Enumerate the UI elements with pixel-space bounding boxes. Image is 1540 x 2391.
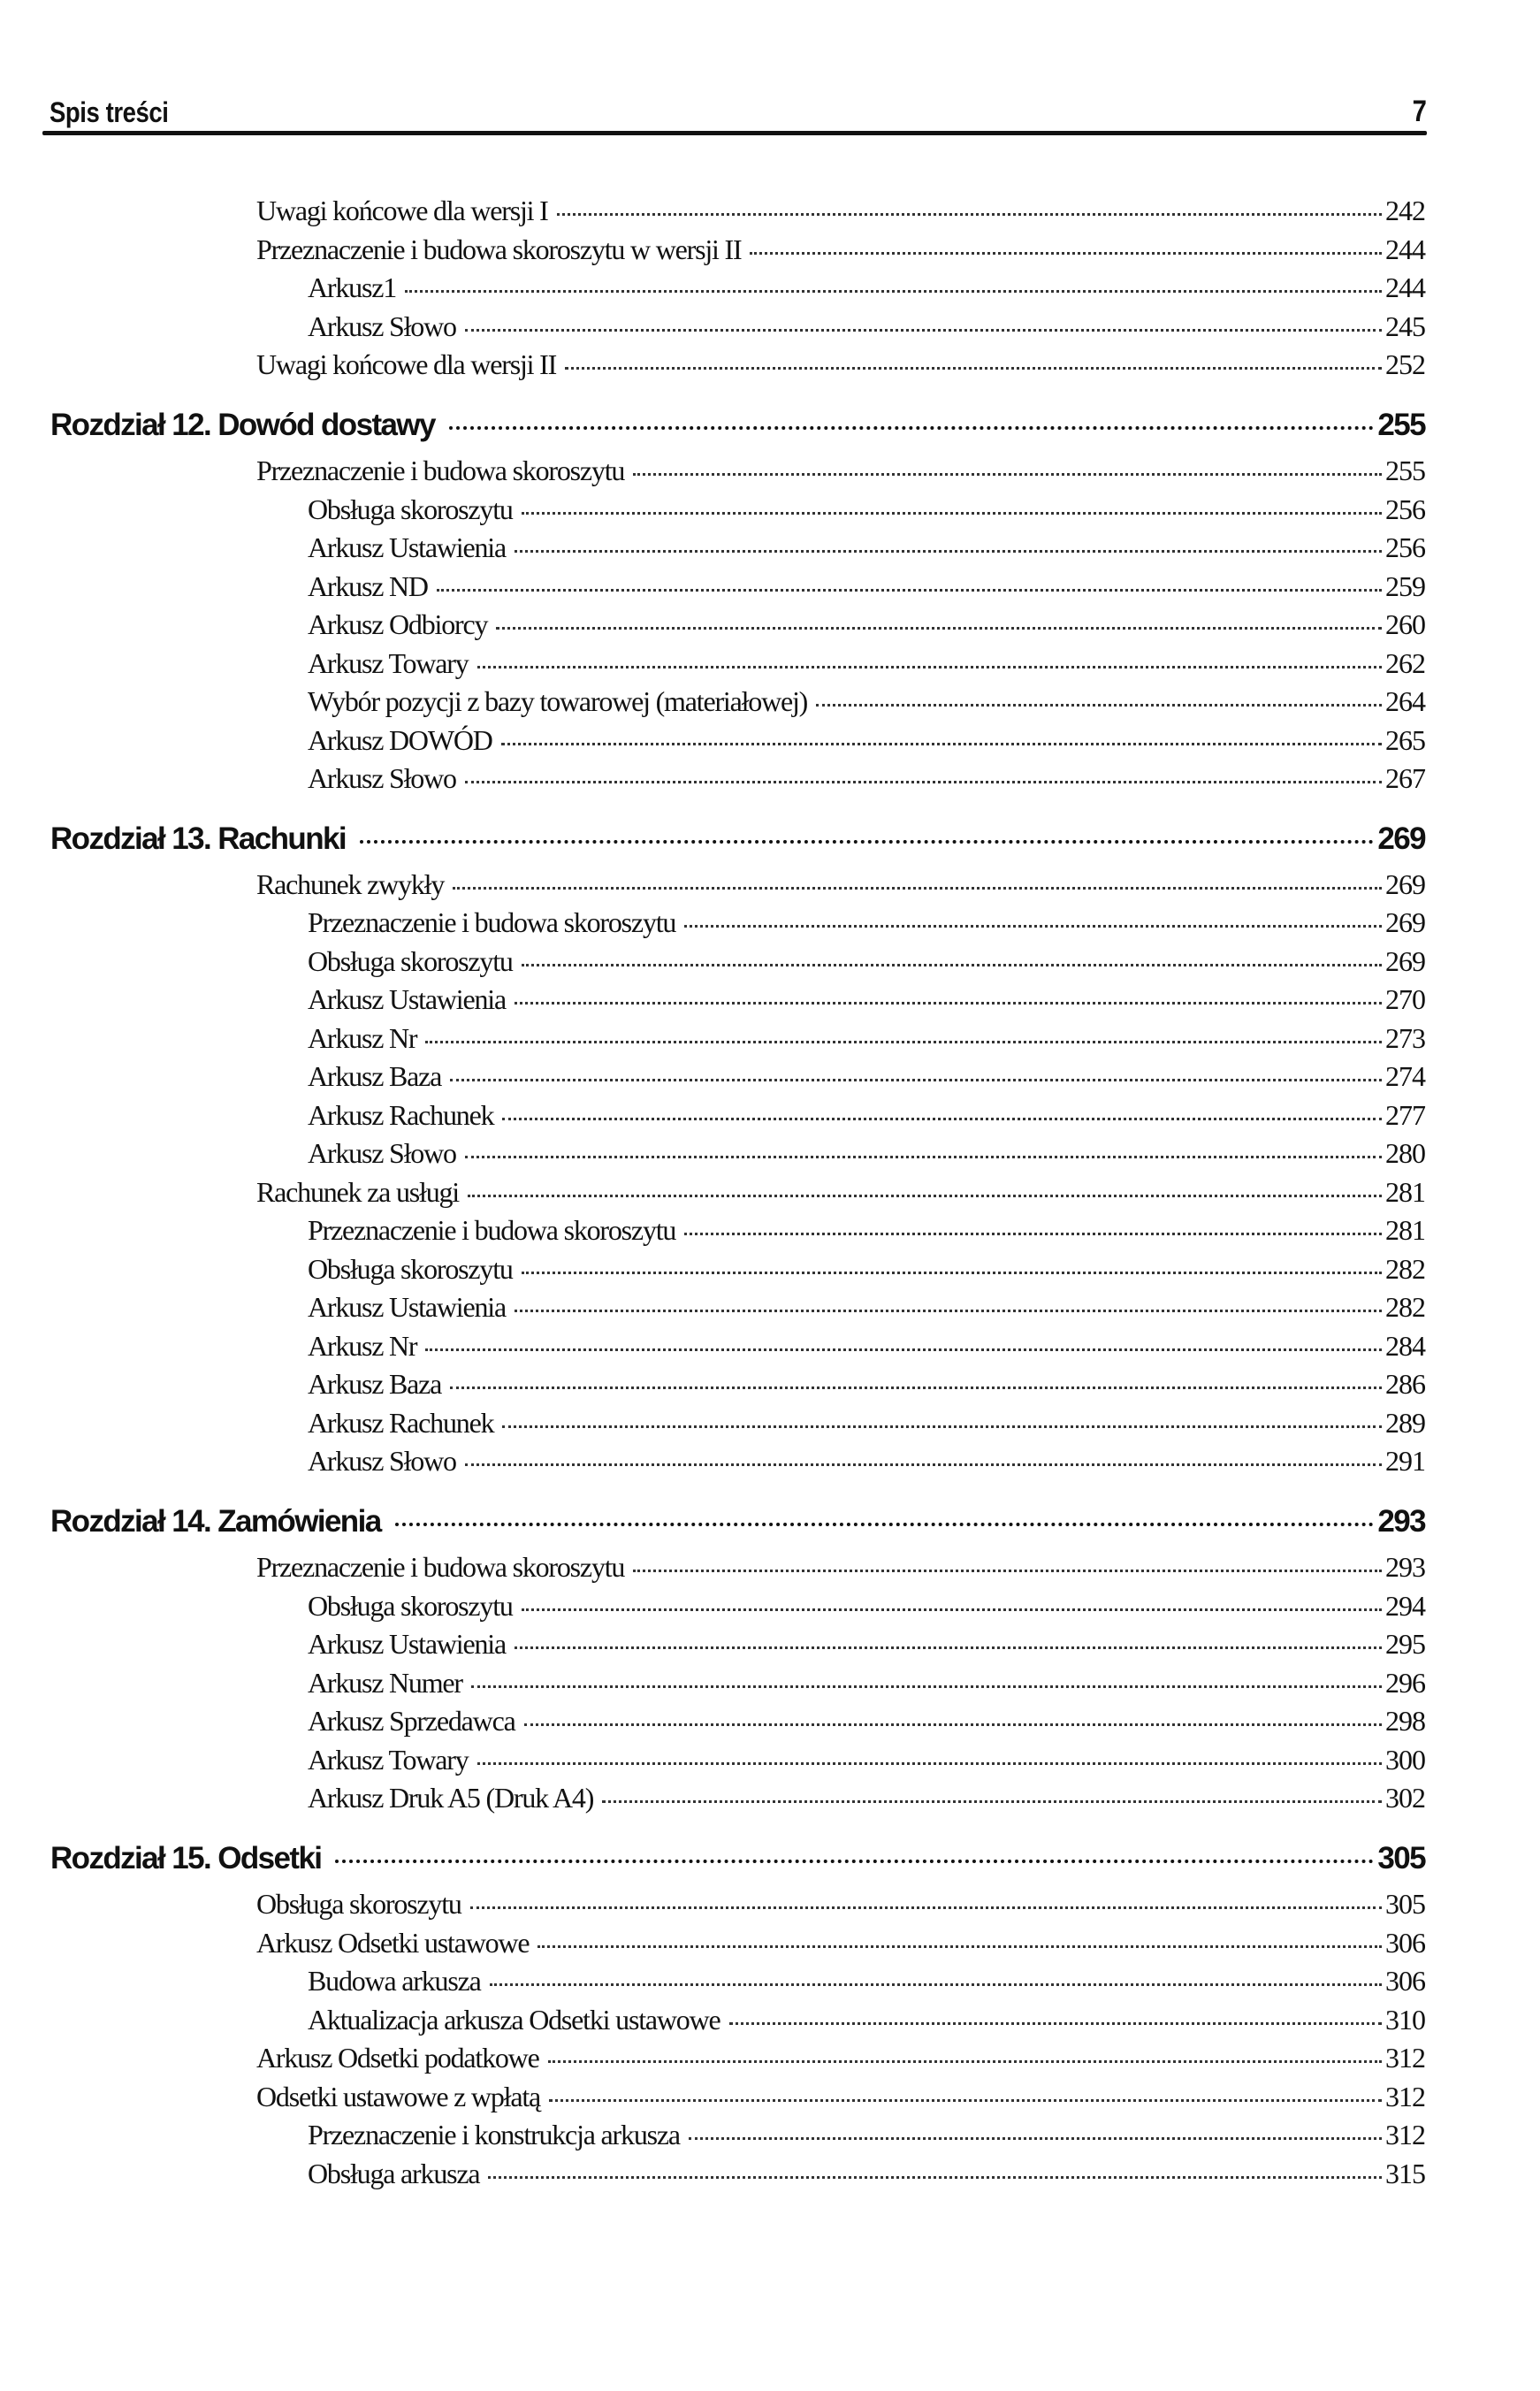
dot-leader xyxy=(557,212,1382,216)
toc-entry-page-number: 269 xyxy=(1377,821,1425,856)
dot-leader xyxy=(450,1386,1382,1389)
toc-entry-label: Arkusz Rachunek xyxy=(308,1407,494,1439)
toc-chapter-heading[interactable] xyxy=(50,821,1425,857)
dot-leader xyxy=(689,2136,1382,2140)
toc-entry-page-number: 306 xyxy=(1385,1927,1425,1959)
toc-entry-label: Budowa arkusza xyxy=(308,1965,481,1997)
dot-leader xyxy=(729,2021,1382,2025)
toc-entry[interactable] xyxy=(256,233,1425,266)
dot-leader xyxy=(522,1608,1382,1611)
toc-entry[interactable] xyxy=(256,348,1425,381)
toc-entry[interactable] xyxy=(308,1368,1425,1401)
dot-leader xyxy=(684,1232,1382,1235)
toc-entry-page-number: 256 xyxy=(1385,493,1425,525)
dot-leader xyxy=(502,1425,1382,1428)
toc-entry-label: Arkusz DOWÓD xyxy=(308,724,492,756)
toc-entry-page-number: 264 xyxy=(1385,685,1425,717)
dot-leader xyxy=(488,2175,1382,2179)
toc-entry-page-number: 305 xyxy=(1377,1841,1425,1875)
dot-leader xyxy=(437,588,1382,592)
toc-entry[interactable] xyxy=(308,1099,1425,1132)
toc-entry-label: Arkusz Słowo xyxy=(308,1137,456,1169)
running-header xyxy=(50,88,1427,129)
dot-leader xyxy=(515,549,1382,553)
toc-entry[interactable] xyxy=(308,1965,1425,1998)
toc-entry-label: Arkusz Ustawienia xyxy=(308,983,506,1015)
toc-entry-page-number: 255 xyxy=(1385,455,1425,486)
toc-entry-label: Arkusz Odbiorcy xyxy=(308,608,488,640)
toc-entry-page-number: 256 xyxy=(1385,531,1425,563)
toc-entry-page-number: 259 xyxy=(1385,570,1425,602)
toc-entry-label: Arkusz Nr xyxy=(308,1330,417,1362)
toc-entry-label: Uwagi końcowe dla wersji II xyxy=(256,348,557,380)
dot-leader xyxy=(465,1155,1382,1158)
toc-entry-label: Odsetki ustawowe z wpłatą xyxy=(256,2081,541,2112)
page-number: 7 xyxy=(1412,95,1427,128)
toc-entry-label: Obsługa skoroszytu xyxy=(256,1888,461,1920)
toc-entry[interactable] xyxy=(308,724,1425,757)
dot-leader xyxy=(565,366,1382,370)
dot-leader xyxy=(537,1944,1382,1948)
toc-entry-page-number: 293 xyxy=(1377,1504,1425,1539)
toc-entry-page-number: 302 xyxy=(1385,1782,1425,1814)
toc-chapter-heading[interactable] xyxy=(50,408,1425,443)
toc-entry-page-number: 244 xyxy=(1385,233,1425,265)
dot-leader xyxy=(449,425,1375,430)
toc-entry-page-number: 300 xyxy=(1385,1744,1425,1776)
dot-leader xyxy=(471,1684,1382,1688)
dot-leader xyxy=(496,626,1382,630)
toc-entry[interactable] xyxy=(308,1022,1425,1055)
toc-entry-label: Arkusz Słowo xyxy=(308,1445,456,1477)
toc-entry-label: Arkusz Rachunek xyxy=(308,1099,494,1131)
toc-entry[interactable] xyxy=(256,2081,1425,2113)
dot-leader xyxy=(335,1859,1374,1863)
toc-entry-page-number: 269 xyxy=(1385,868,1425,900)
toc-entry-page-number: 305 xyxy=(1385,1888,1425,1920)
toc-entry-page-number: 282 xyxy=(1385,1253,1425,1285)
toc-entry-label: Obsługa skoroszytu xyxy=(308,945,513,977)
dot-leader xyxy=(515,1309,1382,1312)
toc-entry-label: Arkusz Ustawienia xyxy=(308,531,506,563)
toc-chapter-heading[interactable] xyxy=(50,1504,1425,1539)
toc-entry[interactable] xyxy=(256,455,1425,487)
dot-leader xyxy=(465,328,1382,332)
dot-leader xyxy=(549,2098,1382,2102)
toc-entry-label: Przeznaczenie i konstrukcja arkusza xyxy=(308,2119,680,2150)
toc-entry-label: Arkusz1 xyxy=(308,271,397,303)
toc-entry-page-number: 295 xyxy=(1385,1628,1425,1660)
toc-entry-label: Arkusz Towary xyxy=(308,1744,469,1776)
dot-leader xyxy=(524,1723,1382,1726)
toc-entry-page-number: 262 xyxy=(1385,647,1425,679)
toc-entry-label: Przeznaczenie i budowa skoroszytu xyxy=(308,906,676,938)
toc-entry[interactable] xyxy=(308,647,1425,680)
toc-entry-page-number: 267 xyxy=(1385,762,1425,794)
toc-entry[interactable] xyxy=(308,1744,1425,1776)
dot-leader xyxy=(633,1569,1382,1572)
dot-leader xyxy=(515,1001,1382,1005)
toc-entry-page-number: 315 xyxy=(1385,2158,1425,2189)
toc-entry-label: Arkusz Ustawienia xyxy=(308,1628,506,1660)
dot-leader xyxy=(548,2059,1382,2063)
toc-entry-label: Arkusz Numer xyxy=(308,1667,462,1699)
toc-entry-page-number: 252 xyxy=(1385,348,1425,380)
dot-leader xyxy=(633,472,1382,476)
toc-entry-page-number: 270 xyxy=(1385,983,1425,1015)
dot-leader xyxy=(522,963,1382,966)
toc-entry[interactable] xyxy=(308,1137,1425,1170)
dot-leader xyxy=(477,1761,1382,1765)
toc-entry-label: Przeznaczenie i budowa skoroszytu xyxy=(256,455,625,486)
toc-entry-page-number: 280 xyxy=(1385,1137,1425,1169)
toc-entry-page-number: 281 xyxy=(1385,1214,1425,1246)
toc-entry[interactable] xyxy=(308,2158,1425,2190)
toc-entry[interactable] xyxy=(308,1445,1425,1478)
toc-entry[interactable] xyxy=(308,1291,1425,1324)
toc-entry-page-number: 260 xyxy=(1385,608,1425,640)
toc-entry-page-number: 298 xyxy=(1385,1705,1425,1737)
toc-entry-label: Arkusz Sprzedawca xyxy=(308,1705,515,1737)
dot-leader xyxy=(684,924,1382,928)
toc-chapter-heading[interactable] xyxy=(50,1841,1425,1876)
toc-entry-page-number: 291 xyxy=(1385,1445,1425,1477)
toc-entry-label: Rozdział 15. Odsetki xyxy=(50,1841,322,1875)
toc-entry[interactable] xyxy=(308,2119,1425,2151)
toc-entry[interactable] xyxy=(308,1060,1425,1093)
toc-entry[interactable] xyxy=(256,1176,1425,1209)
dot-leader xyxy=(425,1040,1382,1043)
toc-entry-page-number: 296 xyxy=(1385,1667,1425,1699)
toc-entry-label: Arkusz Towary xyxy=(308,647,469,679)
toc-entry-page-number: 244 xyxy=(1385,271,1425,303)
toc-entry-page-number: 306 xyxy=(1385,1965,1425,1997)
dot-leader xyxy=(502,1117,1382,1120)
toc-entry-label: Arkusz Słowo xyxy=(308,310,456,342)
toc-entry-page-number: 312 xyxy=(1385,2119,1425,2150)
toc-entry-label: Rachunek za usługi xyxy=(256,1176,459,1208)
toc-entry-label: Wybór pozycji z bazy towarowej (materiałowej) xyxy=(308,685,808,717)
toc-entry[interactable] xyxy=(308,570,1425,603)
toc-entry-label: Arkusz Baza xyxy=(308,1368,442,1400)
toc-entry-label: Arkusz Baza xyxy=(308,1060,442,1092)
dot-leader xyxy=(470,1906,1382,1909)
dot-leader xyxy=(750,251,1382,255)
page-title: Spis treści xyxy=(50,96,169,128)
toc-entry-label: Obsługa arkusza xyxy=(308,2158,480,2189)
toc-entry[interactable] xyxy=(308,608,1425,641)
toc-entry-page-number: 255 xyxy=(1377,408,1425,442)
toc-entry-page-number: 312 xyxy=(1385,2081,1425,2112)
toc-entry-label: Przeznaczenie i budowa skoroszytu xyxy=(308,1214,676,1246)
toc-entry-label: Arkusz Ustawienia xyxy=(308,1291,506,1323)
toc-entry-label: Arkusz Odsetki ustawowe xyxy=(256,1927,530,1959)
toc-entry[interactable] xyxy=(308,271,1425,304)
dot-leader xyxy=(360,839,1374,844)
toc-entry[interactable] xyxy=(308,1590,1425,1623)
toc-entry-label: Rozdział 12. Dowód dostawy xyxy=(50,408,435,442)
toc-entry-label: Arkusz ND xyxy=(308,570,428,602)
dot-leader xyxy=(602,1799,1382,1803)
toc-entry-page-number: 312 xyxy=(1385,2042,1425,2074)
dot-leader xyxy=(490,1982,1382,1986)
toc-entry-label: Uwagi końcowe dla wersji I xyxy=(256,195,548,226)
toc-entry-page-number: 277 xyxy=(1385,1099,1425,1131)
toc-entry[interactable] xyxy=(308,906,1425,939)
dot-leader xyxy=(453,886,1382,890)
toc-entry[interactable] xyxy=(308,1407,1425,1440)
toc-entry[interactable] xyxy=(256,2042,1425,2074)
toc-entry-label: Arkusz Druk A5 (Druk A4) xyxy=(308,1782,594,1814)
toc-entry-page-number: 289 xyxy=(1385,1407,1425,1439)
dot-leader xyxy=(405,289,1382,293)
toc-entry-label: Rozdział 13. Rachunki xyxy=(50,821,346,856)
toc-entry[interactable] xyxy=(308,493,1425,526)
dot-leader xyxy=(501,742,1382,745)
toc-entry[interactable] xyxy=(308,685,1425,718)
toc-entry-label: Rozdział 14. Zamówienia xyxy=(50,1504,381,1539)
dot-leader xyxy=(450,1078,1382,1081)
toc-entry[interactable] xyxy=(308,310,1425,343)
toc-entry-page-number: 273 xyxy=(1385,1022,1425,1054)
toc-entry[interactable] xyxy=(308,1782,1425,1814)
toc-entry-page-number: 269 xyxy=(1385,945,1425,977)
toc-entry-page-number: 269 xyxy=(1385,906,1425,938)
dot-leader xyxy=(395,1522,1375,1526)
toc-entry[interactable] xyxy=(308,983,1425,1016)
toc-entry[interactable] xyxy=(308,1214,1425,1247)
toc-entry-label: Obsługa skoroszytu xyxy=(308,493,513,525)
toc-entry-label: Arkusz Odsetki podatkowe xyxy=(256,2042,539,2074)
toc-entry[interactable] xyxy=(308,945,1425,978)
toc-entry[interactable] xyxy=(308,762,1425,795)
dot-leader xyxy=(468,1194,1382,1197)
toc-entry[interactable] xyxy=(256,195,1425,227)
dot-leader xyxy=(515,1646,1382,1649)
toc-entry-page-number: 294 xyxy=(1385,1590,1425,1622)
toc-entry[interactable] xyxy=(308,2004,1425,2036)
dot-leader xyxy=(477,665,1382,668)
dot-leader xyxy=(522,511,1382,515)
header-rule xyxy=(42,131,1427,135)
dot-leader xyxy=(465,780,1382,783)
toc-entry-label: Aktualizacja arkusza Odsetki ustawowe xyxy=(308,2004,720,2036)
toc-entry-page-number: 265 xyxy=(1385,724,1425,756)
dot-leader xyxy=(816,703,1382,707)
toc-entry-page-number: 242 xyxy=(1385,195,1425,226)
toc-entry[interactable] xyxy=(256,1551,1425,1584)
toc-entry-label: Arkusz Nr xyxy=(308,1022,417,1054)
dot-leader xyxy=(425,1348,1382,1351)
toc-entry-page-number: 284 xyxy=(1385,1330,1425,1362)
toc-entry[interactable] xyxy=(308,1253,1425,1286)
toc-entry[interactable] xyxy=(256,1888,1425,1921)
toc-entry[interactable] xyxy=(308,1705,1425,1738)
toc-entry-label: Przeznaczenie i budowa skoroszytu w wersji II xyxy=(256,233,742,265)
toc-entry[interactable] xyxy=(308,1628,1425,1661)
toc-entry[interactable] xyxy=(308,1667,1425,1700)
toc-entry-page-number: 274 xyxy=(1385,1060,1425,1092)
toc-entry[interactable] xyxy=(256,868,1425,901)
toc-entry-page-number: 293 xyxy=(1385,1551,1425,1583)
toc-entry[interactable] xyxy=(308,531,1425,564)
dot-leader xyxy=(522,1271,1382,1274)
toc-entry-page-number: 310 xyxy=(1385,2004,1425,2036)
toc-entry-label: Arkusz Słowo xyxy=(308,762,456,794)
toc-entry-label: Przeznaczenie i budowa skoroszytu xyxy=(256,1551,625,1583)
dot-leader xyxy=(465,1463,1382,1466)
toc-entry-label: Rachunek zwykły xyxy=(256,868,445,900)
toc-entry-label: Obsługa skoroszytu xyxy=(308,1253,513,1285)
toc-entry-page-number: 281 xyxy=(1385,1176,1425,1208)
toc-entry-page-number: 282 xyxy=(1385,1291,1425,1323)
toc-entry-page-number: 245 xyxy=(1385,310,1425,342)
toc-entry[interactable] xyxy=(308,1330,1425,1363)
toc-entry-label: Obsługa skoroszytu xyxy=(308,1590,513,1622)
toc-entry-page-number: 286 xyxy=(1385,1368,1425,1400)
toc-entry[interactable] xyxy=(256,1927,1425,1959)
